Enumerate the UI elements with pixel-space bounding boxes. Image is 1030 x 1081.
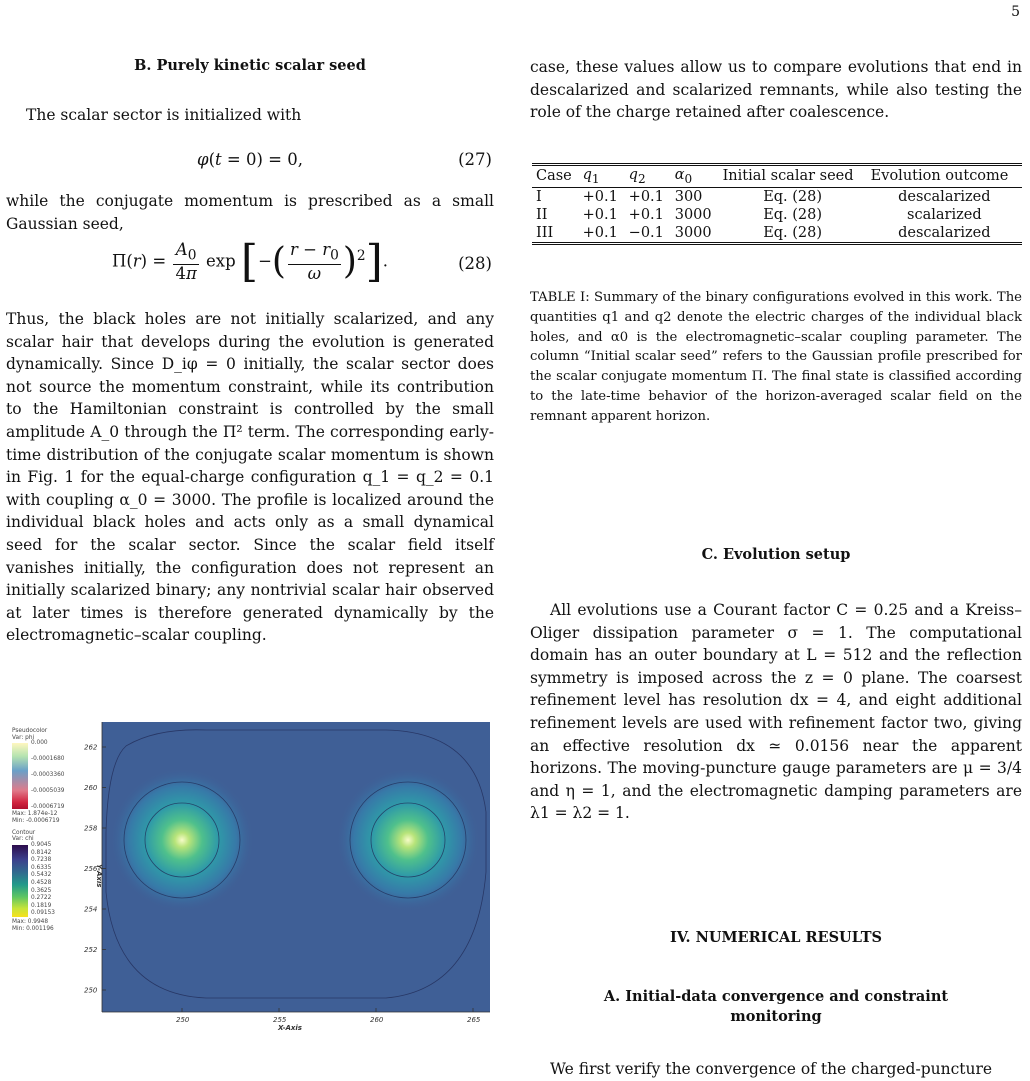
intro-text: The scalar sector is initialized with xyxy=(26,106,302,124)
y-tick-label: 258 xyxy=(84,824,98,833)
contour-min: Min: 0.001196 xyxy=(12,925,54,932)
contour-tick: 0.6335 xyxy=(31,864,52,871)
table-cell: Eq. (28) xyxy=(763,206,823,223)
section-c-text: All evolutions use a Courant factor C = 0.25 and a Kreiss–Oliger dissipation parameter σ = 1. The computational domain has an outer boundary at L = 512 and the reflection symmetry is imposed across the z = 0 plane. The coarsest refinement level has resolution dx = 4, and eight additional refinement levels are used with refinement factor two, giving an effective resolution dx ≃ 0.0156 near the apparent horizons. The moving-puncture gauge parameters are μ = 3/4 and η = 1, and the electromagnetic damping parameters are λ1 = λ2 = 1. xyxy=(530,601,1022,823)
table-cell: 3000 xyxy=(674,224,712,241)
y-tick-label: 250 xyxy=(84,986,98,995)
pseudocolor-title: Pseudocolor xyxy=(12,728,48,734)
table-row xyxy=(532,206,1022,224)
col-case: Case xyxy=(536,168,572,185)
contour-tick: 0.8142 xyxy=(31,849,52,856)
pc-tick-3: -0.0005039 xyxy=(31,788,65,795)
y-tick-label: 254 xyxy=(84,905,98,914)
table-cell: Eq. (28) xyxy=(763,224,823,241)
x-axis-label: X-Axis xyxy=(278,1024,302,1032)
contour-title: Contour xyxy=(12,829,36,836)
table-caption: TABLE I: Summary of the binary configurations evolved in this work. The quantities q1 and q2 denote the electric charges of the individual black holes, and α0 is the electromagnetic–scalar coupling parameter. The column “Initial scalar seed” refers to the Gaussian profile prescribed for the scalar conjugate momentum Π. The final state is classified according to the late-time behavior of the horizon-averaged scalar field on the remnant apparent horizon. xyxy=(530,290,1022,424)
contour-tick: 0.9045 xyxy=(31,841,52,848)
contour-max: Max: 0.9948 xyxy=(12,918,49,925)
pc-tick-0: 0.000 xyxy=(31,740,48,747)
x-tick-label: 260 xyxy=(370,1016,384,1024)
y-tick-label: 252 xyxy=(84,946,98,954)
x-tick-label: 265 xyxy=(467,1016,481,1024)
contour-tick: 0.7238 xyxy=(31,857,52,864)
pseudocolor-max: Max: 1.874e-12 xyxy=(12,811,58,818)
contour-tick: 0.3625 xyxy=(31,887,52,894)
table-row xyxy=(532,187,1022,206)
col-seed: Initial scalar seed xyxy=(722,168,854,185)
table-cell: +0.1 xyxy=(582,188,618,205)
table-cell: I xyxy=(536,188,542,205)
figure-plot xyxy=(6,722,494,1032)
table-cell: +0.1 xyxy=(582,224,618,241)
equation-28: Π(r) = $\frac{A_0}{4\pi}$ exp [−( $\frac{r - r_0}{\omega}$ )$^2$]. (28) xyxy=(111,236,492,287)
pc-tick-4: -0.0006719 xyxy=(31,804,65,811)
y-axis-label: Y-Axis xyxy=(95,864,103,888)
table-row xyxy=(532,224,1022,244)
contour-tick: 0.2722 xyxy=(31,895,52,902)
between-text: while the conjugate momentum is prescribed as a small Gaussian seed, xyxy=(6,192,494,233)
body-paragraph: Thus, the black holes are not initially scalarized, and any scalar hair that develops during the evolution is generated dynamically. Since D_iφ = 0 initially, the scalar sector does not source the momentum constraint, while its contribution to the Hamiltonian constraint is controlled by the small amplitude A_0 through the Π² term. The corresponding early-time distribution of the conjugate scalar momentum is shown in Fig. 1 for the equal-charge configuration q_1 = q_2 = 0.1 with coupling α_0 = 3000. The profile is localized around the individual black holes and acts only as a small dynamical seed for the scalar sector. Since the scalar field itself vanishes initially, the configuration does not represent an initially scalarized binary; any nontrivial scalar hair observed at later times is therefore generated dynamically by the electromagnetic–scalar coupling. xyxy=(6,310,494,645)
page-number: 5 xyxy=(1011,4,1020,20)
summary-table xyxy=(532,163,1022,245)
table-cell: II xyxy=(536,206,548,223)
table-cell: +0.1 xyxy=(628,188,664,205)
equation-28-number: (28) xyxy=(458,254,492,273)
contour-tick: 0.09153 xyxy=(31,910,55,917)
contour-var: Var: chi xyxy=(12,836,34,843)
table-cell: descalarized xyxy=(898,188,991,205)
pc-tick-2: -0.0003360 xyxy=(31,772,65,779)
table-cell: III xyxy=(536,224,554,241)
table-cell: scalarized xyxy=(907,206,982,223)
table-cell: 3000 xyxy=(674,206,712,223)
table-cell: descalarized xyxy=(898,224,991,241)
black-hole-left xyxy=(110,768,254,912)
contour-tick: 0.1819 xyxy=(31,902,52,909)
col-q2: $q_2$ xyxy=(628,167,646,186)
table-cell: 300 xyxy=(674,188,703,205)
pseudocolor-var: Var: phi xyxy=(12,734,35,741)
pc-tick-1: -0.0001680 xyxy=(31,756,65,763)
section-b-title: B. Purely kinetic scalar seed xyxy=(134,57,366,74)
contour-tick: 0.5432 xyxy=(31,872,52,879)
section-c-title: C. Evolution setup xyxy=(701,546,851,563)
last-line: We first verify the convergence of the charged-puncture xyxy=(550,1060,993,1078)
section-a-title-line2: monitoring xyxy=(730,1008,822,1025)
y-tick-label: 256 xyxy=(84,865,98,873)
equation-27-number: (27) xyxy=(458,150,492,169)
table-cell: +0.1 xyxy=(628,206,664,223)
col-q1: $q_1$ xyxy=(582,167,600,186)
col-alpha0: $\alpha_0$ xyxy=(674,167,693,186)
pseudocolor-min: Min: -0.0006719 xyxy=(12,817,60,824)
section-a-title-line1: A. Initial-data convergence and constraint xyxy=(603,988,949,1005)
table-cell: −0.1 xyxy=(628,224,664,241)
y-tick-label: 262 xyxy=(84,743,98,752)
table-cell: Eq. (28) xyxy=(763,188,823,205)
x-tick-label: 255 xyxy=(273,1016,287,1024)
y-tick-label: 260 xyxy=(84,784,98,792)
table-cell: +0.1 xyxy=(582,206,618,223)
table-header-row xyxy=(532,165,1022,188)
top-paragraph: case, these values allow us to compare evolutions that end in descalarized and scalarized remnants, while also testing the role of the charge retained after coalescence. xyxy=(530,58,1022,122)
x-tick-label: 250 xyxy=(176,1016,190,1024)
col-outcome: Evolution outcome xyxy=(870,168,1009,185)
figure-1 xyxy=(6,722,494,1032)
black-hole-right xyxy=(336,768,480,912)
section-iv-title: IV. NUMERICAL RESULTS xyxy=(670,929,882,946)
contour-tick: 0.4528 xyxy=(31,879,52,886)
